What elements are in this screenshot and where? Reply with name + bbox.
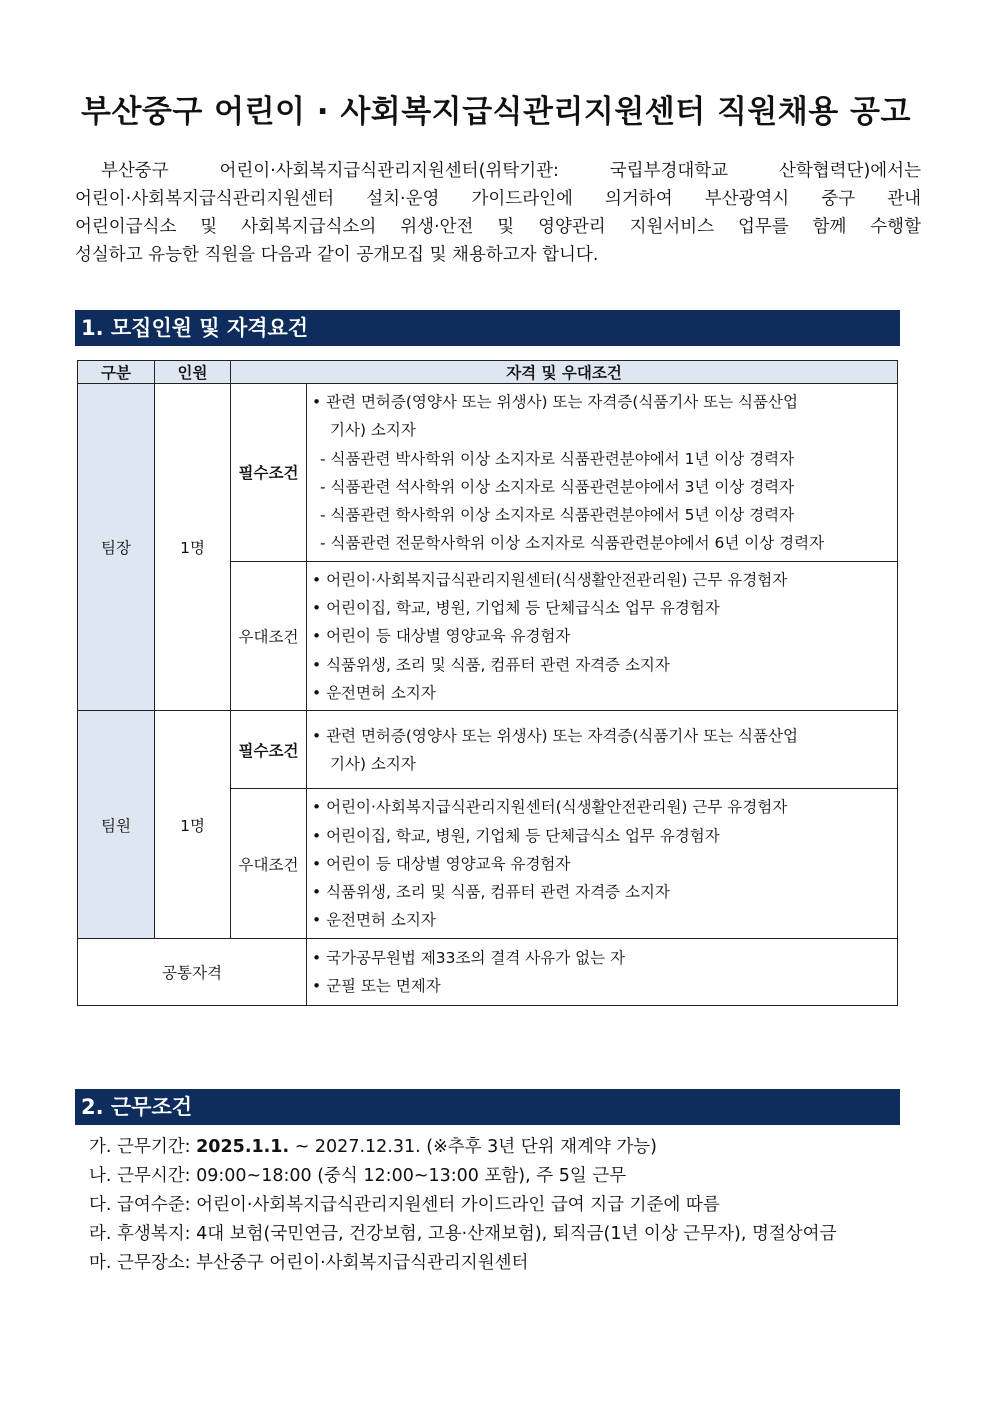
common-list xyxy=(307,938,898,1005)
table-row xyxy=(78,384,898,562)
intro-line: 어린이급식소 및 사회복지급식소의 위생·안전 및 영양관리 지원서비스 업무를 함께 수행할 xyxy=(75,217,921,237)
list-item: - 식품관련 전문학사학위 이상 소지자로 식품관련분야에서 6년 이상 경력자 xyxy=(320,534,825,553)
list-item: • 어린이집, 학교, 병원, 기업체 등 단체급식소 업무 유경험자 xyxy=(312,599,720,618)
requirements-table xyxy=(77,360,898,1006)
intro-line: 부산중구 어린이·사회복지급식관리지원센터(위탁기관: 국립부경대학교 산학협력단)에서는 xyxy=(101,161,921,181)
work-period xyxy=(89,1133,919,1162)
list-item: • 어린이·사회복지급식관리지원센터(식생활안전관리원) 근무 유경험자 xyxy=(312,570,788,589)
intro-paragraph xyxy=(75,157,921,269)
work-location: 마. 근무장소: 부산중구 어린이·사회복지급식관리지원센터 xyxy=(89,1253,529,1273)
table-header-row xyxy=(78,361,898,384)
member-preferred-label: 우대조건 xyxy=(231,789,307,938)
list-item: • 어린이 등 대상별 영양교육 유경험자 xyxy=(312,627,571,646)
intro-line: 어린이·사회복지급식관리지원센터 설치·운영 가이드라인에 의거하여 부산광역시 중구 관내 xyxy=(75,189,921,209)
list-item: • 운전면허 소지자 xyxy=(312,683,436,702)
list-item: • 관련 면허증(영양사 또는 위생사) 또는 자격증(식품기사 또는 식품산업 xyxy=(312,726,798,745)
work-hours: 나. 근무시간: 09:00~18:00 (중식 12:00~13:00 포함), 주 5일 근무 xyxy=(89,1166,627,1186)
leader-required-list xyxy=(307,384,898,562)
member-required-list xyxy=(307,711,898,789)
list-item: - 식품관련 학사학위 이상 소지자로 식품관련분야에서 5년 이상 경력자 xyxy=(320,506,795,525)
list-item: • 식품위생, 조리 및 식품, 컴퓨터 관련 자격증 소지자 xyxy=(312,883,670,902)
header-qualifications: 자격 및 우대조건 xyxy=(231,361,898,384)
list-item: • 어린이집, 학교, 병원, 기업체 등 단체급식소 업무 유경험자 xyxy=(312,826,720,845)
leader-preferred-label: 우대조건 xyxy=(231,561,307,710)
header-type: 구분 xyxy=(78,361,155,384)
work-period-label: 가. 근무기간: xyxy=(89,1137,197,1157)
salary-level: 다. 급여수준: 어린이·사회복지급식관리지원센터 가이드라인 급여 지급 기준에 따름 xyxy=(89,1195,720,1215)
count-leader: 1명 xyxy=(155,384,231,711)
list-item: • 어린이·사회복지급식관리지원센터(식생활안전관리원) 근무 유경험자 xyxy=(312,798,788,817)
common-label: 공통자격 xyxy=(78,938,307,1005)
table-row xyxy=(78,938,898,1005)
work-period-rest: ~ 2027.12.31. (※추후 3년 단위 재계약 가능) xyxy=(289,1137,657,1157)
header-count: 인원 xyxy=(155,361,231,384)
welfare-benefits: 라. 후생복지: 4대 보험(국민연금, 건강보험, 고용·산재보험), 퇴직금(1년 이상 근무자), 명절상여금 xyxy=(89,1224,837,1244)
list-item: • 운전면허 소지자 xyxy=(312,911,436,930)
list-item: - 식품관련 박사학위 이상 소지자로 식품관련분야에서 1년 이상 경력자 xyxy=(320,449,795,468)
leader-preferred-list xyxy=(307,561,898,710)
count-member: 1명 xyxy=(155,711,231,938)
table-row xyxy=(78,711,898,789)
list-item: • 군필 또는 면제자 xyxy=(312,977,441,996)
work-conditions-list xyxy=(89,1133,919,1278)
list-item: 기사) 소지자 xyxy=(330,755,416,774)
list-item: • 국가공무원법 제33조의 결격 사유가 없는 자 xyxy=(312,948,625,967)
section-2-header: 2. 근무조건 xyxy=(75,1089,900,1125)
leader-required-label: 필수조건 xyxy=(231,384,307,562)
list-item: - 식품관련 석사학위 이상 소지자로 식품관련분야에서 3년 이상 경력자 xyxy=(320,477,795,496)
role-member: 팀원 xyxy=(78,711,155,938)
page-title: 부산중구 어린이 · 사회복지급식관리지원센터 직원채용 공고 xyxy=(81,94,911,130)
member-preferred-list xyxy=(307,789,898,938)
list-item: • 관련 면허증(영양사 또는 위생사) 또는 자격증(식품기사 또는 식품산업 xyxy=(312,393,798,411)
member-required-label: 필수조건 xyxy=(231,711,307,789)
list-item: 기사) 소지자 xyxy=(330,421,416,440)
list-item: • 어린이 등 대상별 영양교육 유경험자 xyxy=(312,854,571,873)
intro-line: 성실하고 유능한 직원을 다음과 같이 공개모집 및 채용하고자 합니다. xyxy=(75,245,599,265)
section-1-header: 1. 모집인원 및 자격요건 xyxy=(75,310,900,346)
list-item: • 식품위생, 조리 및 식품, 컴퓨터 관련 자격증 소지자 xyxy=(312,655,670,674)
role-leader: 팀장 xyxy=(78,384,155,711)
work-period-start: 2025.1.1. xyxy=(196,1137,290,1157)
